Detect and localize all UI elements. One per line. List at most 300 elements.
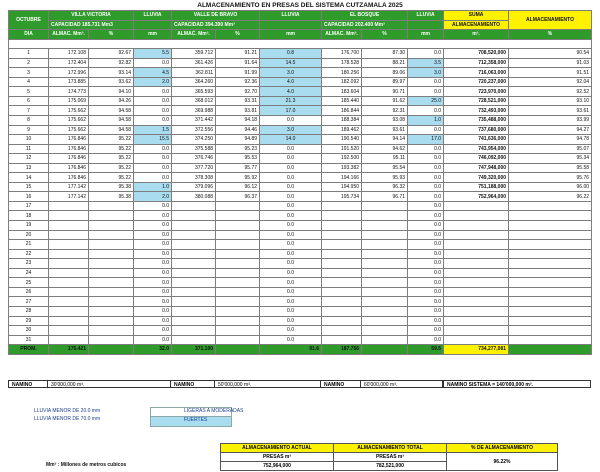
cell-eb-a bbox=[322, 201, 362, 211]
cell-eb-l: 0.0 bbox=[408, 306, 444, 316]
cell-vb-a bbox=[172, 221, 216, 231]
cell-pct: 95.34 bbox=[509, 154, 592, 164]
prom-vv-lluvia: 32.0 bbox=[134, 345, 172, 355]
cell-dia: 12 bbox=[9, 154, 49, 164]
cell-eb-a bbox=[322, 259, 362, 269]
prom-pct bbox=[509, 345, 592, 355]
cell-vv-p: 94.58 bbox=[89, 125, 134, 135]
cell-vv-p: 92.67 bbox=[89, 49, 134, 59]
cell-vb-p bbox=[216, 306, 260, 316]
cell-vb-p bbox=[216, 221, 260, 231]
cell-eb-p: 95.54 bbox=[362, 163, 408, 173]
cell-vb-a bbox=[172, 249, 216, 259]
cell-vb-p bbox=[216, 316, 260, 326]
cell-vv-a bbox=[49, 287, 89, 297]
cell-pct: 94.27 bbox=[509, 125, 592, 135]
cell-eb-l: 0.0 bbox=[408, 192, 444, 202]
cell-vb-l: 0.0 bbox=[260, 249, 322, 259]
summary-header-actual: ALMACENAMIENTO ACTUAL bbox=[221, 444, 334, 453]
cell-eb-p bbox=[362, 259, 408, 269]
cell-dia: 8 bbox=[9, 116, 49, 126]
cell-vv-l: 0.0 bbox=[134, 259, 172, 269]
cell-vb-p bbox=[216, 230, 260, 240]
cell-vv-p: 94.58 bbox=[89, 116, 134, 126]
cell-suma: 732,493,000 bbox=[444, 106, 509, 116]
cell-eb-a bbox=[322, 268, 362, 278]
cell-vv-l: 0.0 bbox=[134, 249, 172, 259]
cell-pct: 95.58 bbox=[509, 163, 592, 173]
cell-suma bbox=[444, 240, 509, 250]
cell-vb-p: 95.23 bbox=[216, 144, 260, 154]
cell-pct bbox=[509, 326, 592, 336]
cell-vb-p bbox=[216, 278, 260, 288]
cell-eb-l: 3.0 bbox=[408, 68, 444, 78]
cell-vb-p: 91.64 bbox=[216, 58, 260, 68]
cell-suma bbox=[444, 335, 509, 345]
cell-vv-a bbox=[49, 240, 89, 250]
cell-dia: 17 bbox=[9, 201, 49, 211]
cell-vb-a bbox=[172, 316, 216, 326]
namino-value-3: 60'000,000 m³. bbox=[361, 380, 443, 388]
cell-dia: 23 bbox=[9, 259, 49, 269]
cell-vv-p: 95.22 bbox=[89, 163, 134, 173]
cell-pct: 93.61 bbox=[509, 106, 592, 116]
cell-vv-l: 0.0 bbox=[134, 240, 172, 250]
cell-vv-p: 93.14 bbox=[89, 68, 134, 78]
header-mm-eb: mm bbox=[408, 30, 444, 40]
cell-vv-l: 0.0 bbox=[134, 87, 172, 97]
cell-vb-l: 0.0 bbox=[260, 326, 322, 336]
cell-vb-a bbox=[172, 326, 216, 336]
cell-vv-a: 175.069 bbox=[49, 96, 89, 106]
table-row bbox=[9, 316, 592, 326]
cell-vv-l: 5.5 bbox=[134, 49, 172, 59]
cell-vb-a: 375.588 bbox=[172, 144, 216, 154]
cell-vv-a bbox=[49, 268, 89, 278]
capacity-villa-victoria: CAPACIDAD 185.731 Mm3 bbox=[49, 20, 134, 30]
cell-vb-a bbox=[172, 335, 216, 345]
cell-pct bbox=[509, 287, 592, 297]
cell-suma: 751,188,000 bbox=[444, 182, 509, 192]
cell-pct: 95.76 bbox=[509, 173, 592, 183]
cell-eb-p: 87.30 bbox=[362, 49, 408, 59]
cell-vv-p bbox=[89, 316, 134, 326]
cell-vv-l: 0.0 bbox=[134, 268, 172, 278]
cell-vv-p bbox=[89, 221, 134, 231]
cell-pct: 93.10 bbox=[509, 96, 592, 106]
cell-vb-a: 372.556 bbox=[172, 125, 216, 135]
cell-vb-p bbox=[216, 287, 260, 297]
cell-vb-a: 359.712 bbox=[172, 49, 216, 59]
cell-dia: 7 bbox=[9, 106, 49, 116]
table-row bbox=[9, 144, 592, 154]
cell-eb-p: 94.62 bbox=[362, 144, 408, 154]
cell-vv-l: 1.0 bbox=[134, 182, 172, 192]
cell-vv-a bbox=[49, 211, 89, 221]
cell-dia: 2 bbox=[9, 58, 49, 68]
cell-vv-p bbox=[89, 268, 134, 278]
cell-vv-a bbox=[49, 335, 89, 345]
cell-dia: 27 bbox=[9, 297, 49, 307]
cell-vb-l: 14.0 bbox=[260, 135, 322, 145]
table-row bbox=[9, 154, 592, 164]
cell-vb-a bbox=[172, 240, 216, 250]
cell-vv-a bbox=[49, 326, 89, 336]
cell-pct bbox=[509, 316, 592, 326]
prom-vb-almac: 371.100 bbox=[172, 345, 216, 355]
cell-eb-l: 0.0 bbox=[408, 221, 444, 231]
table-row bbox=[9, 211, 592, 221]
cell-vv-a: 176.846 bbox=[49, 163, 89, 173]
cell-dia: 1 bbox=[9, 49, 49, 59]
prom-vb-pct bbox=[216, 345, 260, 355]
cell-eb-p bbox=[362, 278, 408, 288]
cell-vb-p bbox=[216, 201, 260, 211]
rain-legend bbox=[34, 407, 100, 423]
cell-pct bbox=[509, 240, 592, 250]
cell-vb-a bbox=[172, 211, 216, 221]
cell-eb-a bbox=[322, 297, 362, 307]
header-lluvia-vb: LLUVIA bbox=[260, 11, 322, 21]
cell-vb-a bbox=[172, 259, 216, 269]
cell-pct bbox=[509, 297, 592, 307]
cell-vb-l: 4.0 bbox=[260, 87, 322, 97]
cell-dia: 11 bbox=[9, 144, 49, 154]
header-pct-total: % bbox=[509, 30, 592, 40]
namino-sistema: NAMINO SISTEMA = 140'000,000 m³. bbox=[443, 380, 591, 388]
cell-vv-p: 94.58 bbox=[89, 106, 134, 116]
table-row bbox=[9, 58, 592, 68]
cell-vb-a bbox=[172, 201, 216, 211]
cell-vb-p bbox=[216, 326, 260, 336]
cell-pct bbox=[509, 259, 592, 269]
cell-vb-p: 96.12 bbox=[216, 182, 260, 192]
cell-vb-l: 0.0 bbox=[260, 335, 322, 345]
cell-suma: 746,092,000 bbox=[444, 154, 509, 164]
table-row bbox=[9, 230, 592, 240]
cell-suma bbox=[444, 230, 509, 240]
cell-vv-p bbox=[89, 230, 134, 240]
cell-eb-a: 178.528 bbox=[322, 58, 362, 68]
cell-vb-l: 0.0 bbox=[260, 316, 322, 326]
cell-vv-a bbox=[49, 221, 89, 231]
cell-vb-l: 0.0 bbox=[260, 278, 322, 288]
cell-suma bbox=[444, 278, 509, 288]
table-row bbox=[9, 125, 592, 135]
cell-vv-a bbox=[49, 201, 89, 211]
legend-under-20: LLUVIA MENOR DE 20.0 mm bbox=[34, 408, 101, 414]
cell-eb-a: 176.700 bbox=[322, 49, 362, 59]
cell-suma bbox=[444, 211, 509, 221]
cell-vv-a: 177.142 bbox=[49, 192, 89, 202]
cell-vv-l: 0.0 bbox=[134, 201, 172, 211]
cell-vv-p: 92.82 bbox=[89, 58, 134, 68]
cell-vb-a: 362.811 bbox=[172, 68, 216, 78]
cell-eb-p: 92.31 bbox=[362, 106, 408, 116]
cell-eb-l: 0.0 bbox=[408, 326, 444, 336]
cell-vb-a: 378.308 bbox=[172, 173, 216, 183]
cell-eb-a: 193.382 bbox=[322, 163, 362, 173]
cell-pct: 92.52 bbox=[509, 87, 592, 97]
cell-eb-a bbox=[322, 326, 362, 336]
table-row bbox=[9, 240, 592, 250]
cell-vb-a: 365.593 bbox=[172, 87, 216, 97]
cell-vv-a: 176.846 bbox=[49, 173, 89, 183]
cell-eb-a: 194.166 bbox=[322, 173, 362, 183]
cell-suma: 735,488,000 bbox=[444, 116, 509, 126]
cell-vb-a bbox=[172, 268, 216, 278]
cell-eb-p bbox=[362, 221, 408, 231]
cell-vv-a: 172.404 bbox=[49, 58, 89, 68]
cell-eb-l: 0.0 bbox=[408, 87, 444, 97]
cell-vb-l: 21.3 bbox=[260, 96, 322, 106]
cell-pct: 96.22 bbox=[509, 192, 592, 202]
cell-vv-a bbox=[49, 278, 89, 288]
cell-vb-l: 0.0 bbox=[260, 259, 322, 269]
cell-suma: 741,636,000 bbox=[444, 135, 509, 145]
cell-dia: 14 bbox=[9, 173, 49, 183]
cell-vb-l: 0.8 bbox=[260, 49, 322, 59]
cell-eb-l: 0.0 bbox=[408, 297, 444, 307]
cell-vv-a: 172.996 bbox=[49, 68, 89, 78]
namino-row bbox=[8, 380, 591, 388]
cell-eb-a: 185.440 bbox=[322, 96, 362, 106]
namino-value-2: 50'000,000 m³. bbox=[215, 380, 321, 388]
cell-suma: 723,970,000 bbox=[444, 87, 509, 97]
cell-vb-l: 0.0 bbox=[260, 306, 322, 316]
cell-vv-a: 176.846 bbox=[49, 144, 89, 154]
cell-pct bbox=[509, 268, 592, 278]
cell-eb-a: 186.844 bbox=[322, 106, 362, 116]
cell-eb-p: 96.71 bbox=[362, 192, 408, 202]
cell-eb-l: 0.0 bbox=[408, 287, 444, 297]
cell-dia: 9 bbox=[9, 125, 49, 135]
table-row bbox=[9, 278, 592, 288]
cell-vv-l: 0.0 bbox=[134, 335, 172, 345]
cell-vv-a: 173.885 bbox=[49, 77, 89, 87]
cell-vv-a: 176.846 bbox=[49, 154, 89, 164]
cell-dia: 15 bbox=[9, 182, 49, 192]
cell-dia: 5 bbox=[9, 87, 49, 97]
table-row bbox=[9, 259, 592, 269]
cell-vb-p: 92.70 bbox=[216, 87, 260, 97]
cell-vb-p: 95.53 bbox=[216, 154, 260, 164]
cell-vb-p bbox=[216, 268, 260, 278]
cell-suma bbox=[444, 316, 509, 326]
cell-vb-p bbox=[216, 335, 260, 345]
cell-eb-l: 0.0 bbox=[408, 144, 444, 154]
cell-suma: 737,680,000 bbox=[444, 125, 509, 135]
cell-vv-p bbox=[89, 287, 134, 297]
cell-dia: 19 bbox=[9, 221, 49, 231]
cell-eb-l: 0.0 bbox=[408, 316, 444, 326]
header-villa-victoria: VILLA VICTORIA bbox=[49, 11, 134, 21]
cell-pct: 90.54 bbox=[509, 49, 592, 59]
header-pct-eb: % bbox=[362, 30, 408, 40]
cell-vb-a: 374.250 bbox=[172, 135, 216, 145]
cell-eb-l: 0.0 bbox=[408, 259, 444, 269]
cell-eb-a bbox=[322, 278, 362, 288]
cell-vb-a: 371.442 bbox=[172, 116, 216, 126]
cell-vb-p bbox=[216, 259, 260, 269]
cell-eb-a: 189.462 bbox=[322, 125, 362, 135]
cell-vv-a: 176.846 bbox=[49, 135, 89, 145]
cell-vb-l: 0.0 bbox=[260, 230, 322, 240]
cell-vb-p: 96.37 bbox=[216, 192, 260, 202]
cell-pct bbox=[509, 230, 592, 240]
prom-eb-lluvia: 59.5 bbox=[408, 345, 444, 355]
cell-eb-l: 0.0 bbox=[408, 211, 444, 221]
table-row bbox=[9, 221, 592, 231]
cell-suma bbox=[444, 201, 509, 211]
cell-eb-a: 194.950 bbox=[322, 182, 362, 192]
cell-eb-l: 3.5 bbox=[408, 58, 444, 68]
cell-eb-p: 96.32 bbox=[362, 182, 408, 192]
cell-dia: 10 bbox=[9, 135, 49, 145]
cell-vb-l: 3.0 bbox=[260, 125, 322, 135]
table-row bbox=[9, 77, 592, 87]
cell-suma bbox=[444, 268, 509, 278]
cell-dia: 24 bbox=[9, 268, 49, 278]
header-pct-vb: % bbox=[216, 30, 260, 40]
cell-vv-p bbox=[89, 306, 134, 316]
cell-dia: 22 bbox=[9, 249, 49, 259]
cell-eb-a bbox=[322, 221, 362, 231]
cell-suma: 749,320,000 bbox=[444, 173, 509, 183]
cell-dia: 18 bbox=[9, 211, 49, 221]
cell-vv-l: 0.0 bbox=[134, 297, 172, 307]
cell-pct: 91.03 bbox=[509, 58, 592, 68]
cell-vb-a bbox=[172, 297, 216, 307]
cell-eb-l: 0.0 bbox=[408, 77, 444, 87]
cell-vb-l: 17.0 bbox=[260, 106, 322, 116]
table-row bbox=[9, 192, 592, 202]
cell-dia: 13 bbox=[9, 163, 49, 173]
cell-suma: 752,964,000 bbox=[444, 192, 509, 202]
cell-eb-a bbox=[322, 316, 362, 326]
cell-vb-p bbox=[216, 249, 260, 259]
cell-eb-p bbox=[362, 326, 408, 336]
summary-header-total: ALMACENAMIENTO TOTAL bbox=[334, 444, 447, 453]
cell-vv-p bbox=[89, 211, 134, 221]
cell-dia: 16 bbox=[9, 192, 49, 202]
cell-suma bbox=[444, 287, 509, 297]
cell-vv-l: 0.0 bbox=[134, 287, 172, 297]
cell-eb-l: 0.0 bbox=[408, 106, 444, 116]
cell-vb-p: 94.89 bbox=[216, 135, 260, 145]
cell-vv-a bbox=[49, 259, 89, 269]
header-lluvia-vv: LLUVIA bbox=[134, 11, 172, 21]
cell-pct: 93.99 bbox=[509, 116, 592, 126]
header-mm-vv: mm bbox=[134, 30, 172, 40]
cell-vb-a: 364.260 bbox=[172, 77, 216, 87]
cell-pct: 94.78 bbox=[509, 135, 592, 145]
cell-vv-a: 175.662 bbox=[49, 106, 89, 116]
cell-vb-a bbox=[172, 278, 216, 288]
cell-vb-a: 361.426 bbox=[172, 58, 216, 68]
cell-vv-a bbox=[49, 297, 89, 307]
cell-eb-p bbox=[362, 230, 408, 240]
table-row bbox=[9, 297, 592, 307]
capacity-valle-bravo: CAPACIDAD 394.390 Mm³ bbox=[172, 20, 260, 30]
cell-suma: 716,063,000 bbox=[444, 68, 509, 78]
storage-table bbox=[8, 10, 592, 355]
cell-suma: 720,237,000 bbox=[444, 77, 509, 87]
cell-eb-l: 0.0 bbox=[408, 249, 444, 259]
cell-vb-p: 94.46 bbox=[216, 125, 260, 135]
cell-eb-p: 94.14 bbox=[362, 135, 408, 145]
table-row bbox=[9, 182, 592, 192]
cell-vv-l: 2.0 bbox=[134, 192, 172, 202]
cell-vb-a: 368.012 bbox=[172, 96, 216, 106]
cell-eb-a: 183.604 bbox=[322, 87, 362, 97]
cell-pct bbox=[509, 249, 592, 259]
cell-vv-p bbox=[89, 326, 134, 336]
cell-vv-a: 175.662 bbox=[49, 116, 89, 126]
cell-vb-l: 0.0 bbox=[260, 154, 322, 164]
cell-vb-l: 0.0 bbox=[260, 116, 322, 126]
cell-vb-l: 3.0 bbox=[260, 68, 322, 78]
cell-eb-l: 0.0 bbox=[408, 268, 444, 278]
cell-vv-a: 174.773 bbox=[49, 87, 89, 97]
cell-vb-l: 0.0 bbox=[260, 221, 322, 231]
capacity-el-bosque: CAPACIDAD 202.400 Mm³ bbox=[322, 20, 408, 30]
cell-vv-a bbox=[49, 249, 89, 259]
cell-vb-a: 380.088 bbox=[172, 192, 216, 202]
cell-vv-l: 0.0 bbox=[134, 106, 172, 116]
cell-vv-a bbox=[49, 316, 89, 326]
cell-eb-a: 192.500 bbox=[322, 154, 362, 164]
cell-vb-p bbox=[216, 297, 260, 307]
cell-vb-l: 14.5 bbox=[260, 58, 322, 68]
cell-pct: 92.04 bbox=[509, 77, 592, 87]
cell-vb-l: 0.0 bbox=[260, 144, 322, 154]
header-dia: DIA bbox=[9, 30, 49, 40]
summary-total-value: 782,521,000 bbox=[334, 462, 447, 471]
cell-vb-l: 0.0 bbox=[260, 182, 322, 192]
table-row bbox=[9, 135, 592, 145]
cell-eb-l: 0.0 bbox=[408, 230, 444, 240]
summary-pct-value: 96.22% bbox=[447, 453, 558, 471]
cell-pct: 91.51 bbox=[509, 68, 592, 78]
cell-eb-a: 180.256 bbox=[322, 68, 362, 78]
cell-eb-a: 188.384 bbox=[322, 116, 362, 126]
cell-vb-p: 92.36 bbox=[216, 77, 260, 87]
cell-vv-p bbox=[89, 259, 134, 269]
cell-dia: 21 bbox=[9, 240, 49, 250]
cell-eb-a bbox=[322, 335, 362, 345]
cell-vv-l: 0.0 bbox=[134, 316, 172, 326]
table-row bbox=[9, 268, 592, 278]
cell-vv-p bbox=[89, 297, 134, 307]
cell-vb-a: 376.746 bbox=[172, 154, 216, 164]
header-mm-vb: mm bbox=[260, 30, 322, 40]
cell-pct bbox=[509, 221, 592, 231]
cell-suma bbox=[444, 326, 509, 336]
cell-vv-p bbox=[89, 201, 134, 211]
namino-label-1: NAMINO bbox=[8, 380, 48, 388]
cell-vb-l: 0.0 bbox=[260, 173, 322, 183]
cell-eb-l: 25.0 bbox=[408, 96, 444, 106]
cell-vv-l: 0.0 bbox=[134, 173, 172, 183]
cell-vv-p bbox=[89, 240, 134, 250]
summary-header-pct: % DE ALMACENAMIENTO bbox=[447, 444, 558, 453]
namino-label-2: NAMINO bbox=[171, 380, 215, 388]
cell-dia: 6 bbox=[9, 96, 49, 106]
cell-vv-l: 0.0 bbox=[134, 163, 172, 173]
cell-vv-a: 172.108 bbox=[49, 49, 89, 59]
legend-fuertes: FUERTES bbox=[184, 417, 208, 423]
